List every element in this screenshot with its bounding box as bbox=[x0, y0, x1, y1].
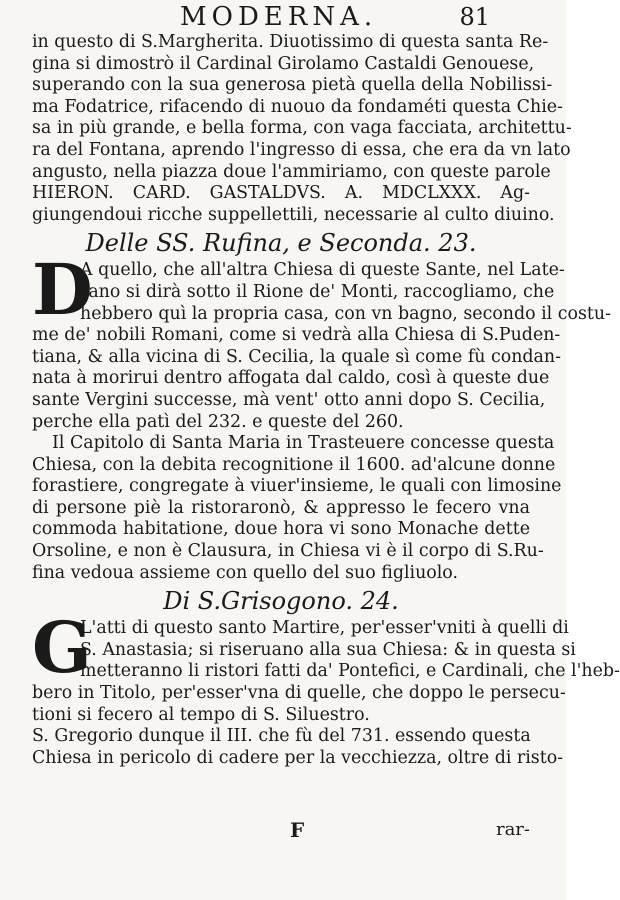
section2-paragraph-2 bbox=[32, 726, 564, 769]
section1-paragraph-2 bbox=[32, 433, 562, 584]
text-line: A quello, che all'altra Chiesa di queste Sante, nel Late- bbox=[80, 260, 565, 281]
text-line: Orsoline, e non è Clausura, in Chiesa vi è il corpo di S.Ru- bbox=[32, 541, 544, 562]
page-number: 81 bbox=[459, 3, 490, 31]
text-line: di persone piè la ristoraronò, & appresso le fecero vna bbox=[32, 497, 530, 518]
text-line: commoda habitatione, doue hora vi sono Monache dette bbox=[32, 519, 530, 540]
text-line: angusto, nella piazza doue l'ammiriamo, con queste parole bbox=[32, 161, 551, 182]
page-header bbox=[0, 2, 566, 32]
text-line: S. Gregorio dunque il III. che fù del 731. essendo questa bbox=[32, 726, 531, 747]
section2-paragraph bbox=[32, 606, 620, 726]
text-line: L'atti di questo santo Martire, per'esser'vniti à quelli di bbox=[80, 618, 569, 639]
text-line: tioni si fecero al tempo di S. Siluestro. bbox=[32, 704, 370, 725]
text-line: metteranno li ristori fatti da' Pontefici, e Cardinali, che l'heb- bbox=[80, 661, 620, 682]
intro-paragraph bbox=[32, 32, 572, 226]
drop-cap: G bbox=[32, 606, 92, 690]
text-line: giungendoui ricche suppellettili, necessarie al culto diuino. bbox=[32, 204, 555, 225]
text-line: tiana, & alla vicina di S. Cecilia, la quale sì come fù condan- bbox=[32, 346, 561, 367]
text-line: sante Vergini successe, mà vent' otto anni dopo S. Cecilia, bbox=[32, 389, 546, 410]
text-line: superando con la sua generosa pietà quella della Nobilissi- bbox=[32, 75, 553, 96]
text-line: gina si dimostrò il Cardinal Girolamo Castaldi Genouese, bbox=[32, 53, 535, 74]
text-line: ra del Fontana, aprendo l'ingresso di essa, che era da vn lato bbox=[32, 139, 571, 160]
text-line: sa in più grande, e bella forma, con vaga facciata, architettu- bbox=[32, 118, 572, 139]
text-line: HIERON. CARD. GASTALDVS. A. MDCLXXX. Ag- bbox=[32, 183, 530, 204]
text-line: bero in Titolo, per'esser'vna di quelle, che doppo le persecu- bbox=[32, 683, 566, 704]
section1-paragraph bbox=[32, 248, 611, 433]
running-head: MODERNA. bbox=[180, 2, 378, 32]
signature-mark: F bbox=[290, 818, 305, 842]
page-footer bbox=[0, 818, 566, 842]
text-line: ma Fodatrice, rifacendo di nuouo da fondaméti questa Chie- bbox=[32, 96, 563, 117]
text-line: perche ella patì del 232. e queste del 260. bbox=[32, 411, 404, 432]
text-line: forastiere, congregate à viuer'insieme, le quali con limosine bbox=[32, 476, 562, 497]
text-line: rano si dirà sotto il Rione de' Monti, raccogliamo, che bbox=[80, 281, 555, 302]
text-line: in questo di S.Margherita. Diuotissimo di questa santa Re- bbox=[32, 32, 549, 52]
text-line: Il Capitolo di Santa Maria in Trasteuere concesse questa bbox=[52, 433, 555, 454]
text-line: me de' nobili Romani, come si vedrà alla Chiesa di S.Puden- bbox=[32, 325, 561, 346]
section-title-rufina-seconda: Delle SS. Rufina, e Seconda. 23. bbox=[85, 229, 477, 258]
text-line: hebbero quì la propria casa, con vn bagno, secondo il costu- bbox=[80, 303, 611, 324]
text-line: nata à morirui dentro affogata dal caldo, così à queste due bbox=[32, 368, 550, 389]
drop-cap: D bbox=[32, 248, 93, 332]
text-line: fina vedoua assieme con quello del suo figliuolo. bbox=[32, 562, 458, 583]
catchword: rar- bbox=[495, 819, 530, 840]
text-line: S. Anastasia; si riseruano alla sua Chiesa: & in questa si bbox=[80, 639, 576, 660]
page-text bbox=[32, 32, 620, 769]
text-line: Chiesa in pericolo di cadere per la vecchiezza, oltre di risto- bbox=[32, 747, 564, 768]
text-line: Chiesa, con la debita recognitione il 1600. ad'alcune donne bbox=[32, 454, 556, 475]
section-title-grisogono: Di S.Grisogono. 24. bbox=[163, 587, 399, 616]
